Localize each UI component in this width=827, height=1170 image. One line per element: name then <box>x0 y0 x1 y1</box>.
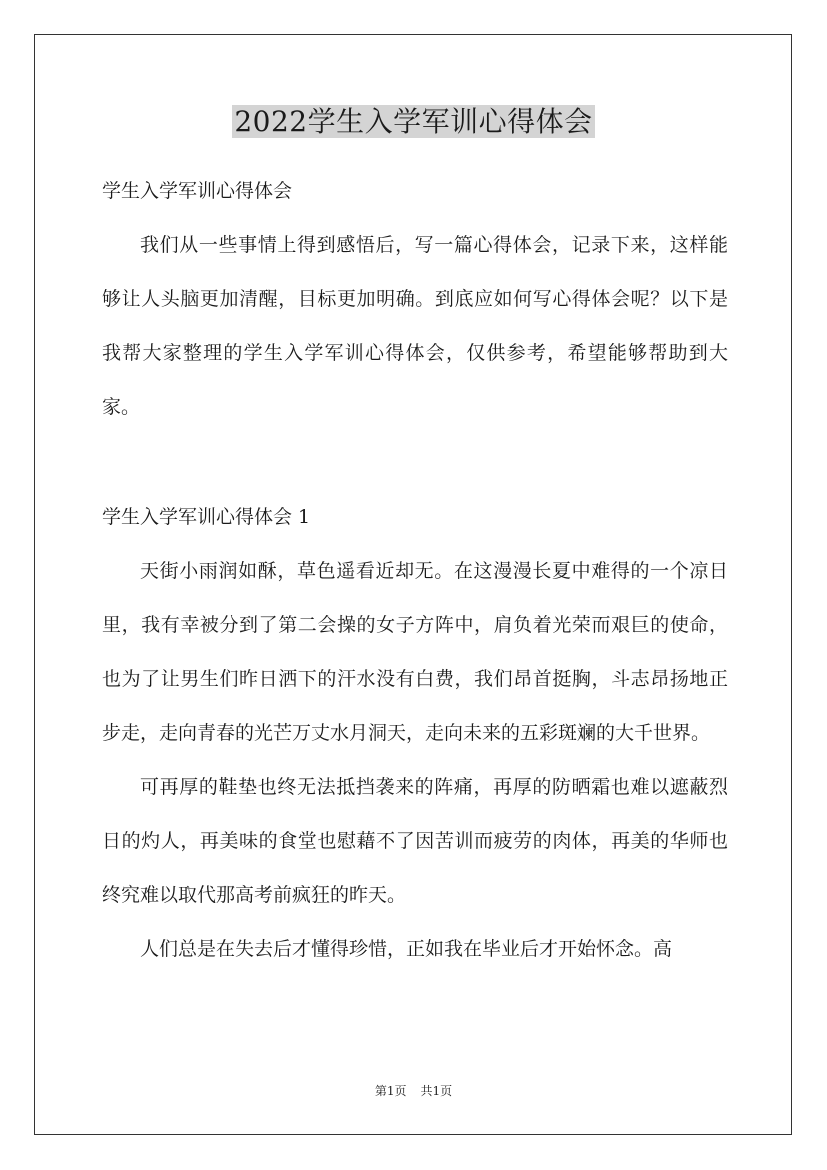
section-spacer <box>102 434 728 490</box>
section-1-paragraph-3: 人们总是在失去后才懂得珍惜，正如我在毕业后才开始怀念。高 <box>140 938 673 960</box>
section-heading-1: 学生入学军训心得体会 1 <box>102 506 311 528</box>
document-title <box>0 100 827 144</box>
section-1-paragraph-2: 可再厚的鞋垫也终无法抵挡袭来的阵痛，再厚的防晒霜也难以遮蔽烈日的灼人，再美味的食堂也慰藉不了因苦训而疲劳的肉体，再美的华师也终究难以取代那高考前疯狂的昨天。 <box>102 776 728 906</box>
section-1-paragraph-1: 天街小雨润如酥，草色遥看近却无。在这漫漫长夏中难得的一个凉日里，我有幸被分到了第二会操的女子方阵中，肩负着光荣而艰巨的使命，也为了让男生们昨日洒下的汗水没有白费，我们昂首挺胸，斗志昂扬地正步走，走向青春的光芒万丈水月洞天，走向未来的五彩斑斓的大千世界。 <box>102 560 728 744</box>
document-title-text: 2022学生入学军训心得体会 <box>234 105 593 138</box>
document-subtitle: 学生入学军训心得体会 <box>102 180 293 202</box>
page-total: 共1页 <box>420 1084 453 1098</box>
page-number: 第1页 <box>374 1084 407 1098</box>
intro-paragraph: 我们从一些事情上得到感悟后，写一篇心得体会，记录下来，这样能够让人头脑更加清醒，目标更加明确。到底应如何写心得体会呢？以下是我帮大家整理的学生入学军训心得体会，仅供参考，希望能够帮助到大家。 <box>102 234 728 418</box>
document-body <box>102 164 728 976</box>
page-footer <box>0 1082 827 1100</box>
